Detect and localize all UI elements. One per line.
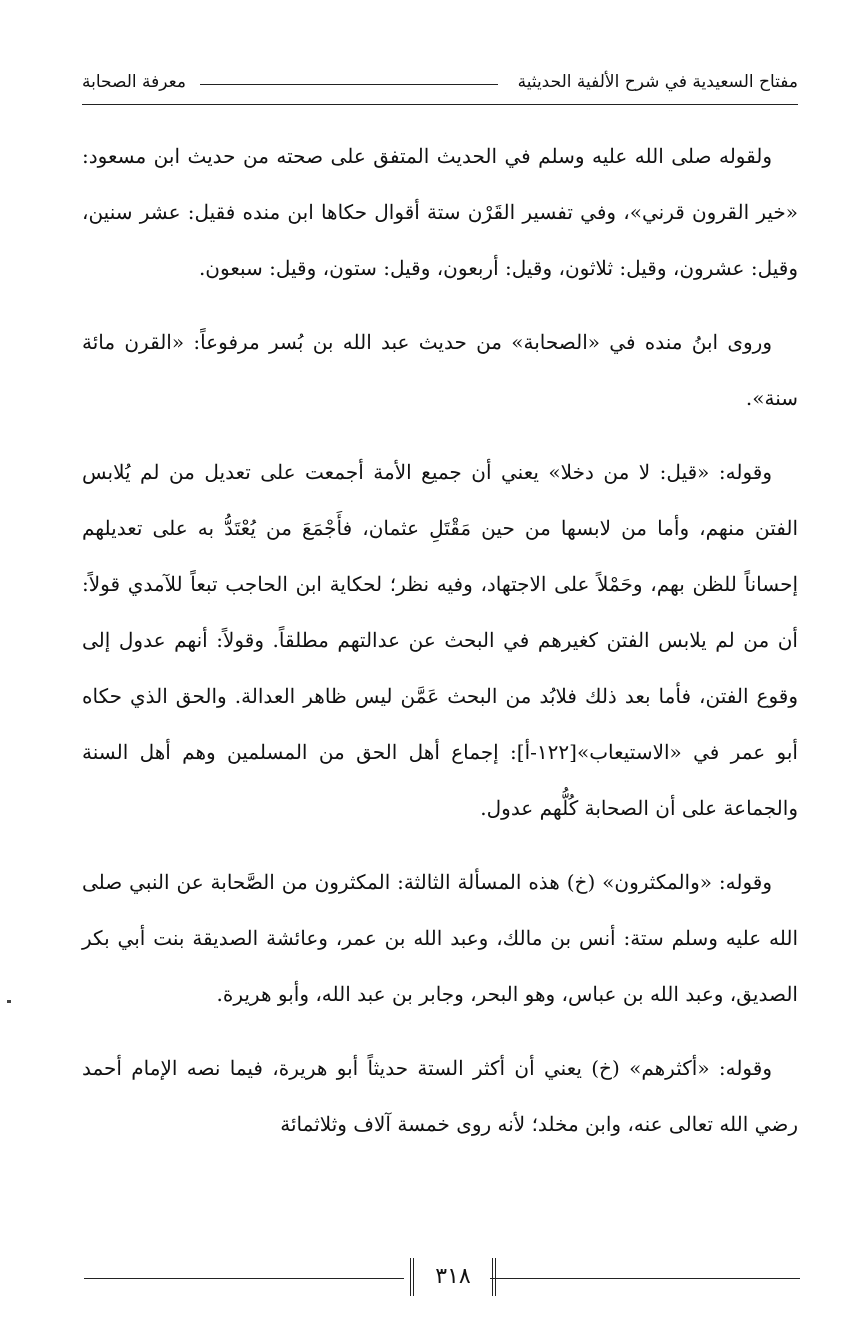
page-footer [84,1250,800,1310]
chapter-title: معرفة الصحابة [82,72,186,92]
margin-mark [7,1000,11,1003]
paragraph-4: وقوله: «والمكثرون» (خ) هذه المسألة الثالثة: المكثرون من الصَّحابة عن النبي صلى الله عليه وسلم ستة: أنس بن مالك، وعبد الله بن عمر، وعائشة الصديقة بنت أبي بكر الصديق، وعبد الله بن عباس، وهو البحر، وجابر بن عبد الله، وأبو هريرة. [82,870,798,1006]
header-divider [82,104,798,105]
book-title: مفتاح السعيدية في شرح الألفية الحديثية [517,72,798,92]
paragraph-1: ولقوله صلى الله عليه وسلم في الحديث المتفق على صحته من حديث ابن مسعود: «خير القرون قرني»، وفي تفسير القَرْن ستة أقوال حكاها ابن منده فقيل: عشر سنين، وقيل: عشرون، وقيل: ثلاثون، وقيل: أربعون، وقيل: ستون، وقيل: سبعون. [82,144,798,280]
paragraph-5: وقوله: «أكثرهم» (خ) يعني أن أكثر الستة حديثاً أبو هريرة، فيما نصه الإمام أحمد رضي الله تعالى عنه، وابن مخلد؛ لأنه روى خمسة آلاف وثلاثمائة [82,1056,798,1136]
paragraph-3: وقوله: «قيل: لا من دخلا» يعني أن جميع الأمة أجمعت على تعديل من لم يُلابس الفتن منهم، وأما من لابسها من حين مَقْتَلِ عثمان، فأَجْمَعَ من يُعْتَدُّ به على تعديلهم إحساناً للظن بهم، وحَمْلاً على الاجتهاد، وفيه نظر؛ لحكاية ابن الحاجب تبعاً للآمدي قولاً: أن من لم يلابس الفتن كغيرهم في البحث عن عدالتهم مطلقاً. وقولاً: أنهم عدول إلى وقوع الفتن، فأما بعد ذلك فلابُد من البحث عَمَّن ليس ظاهر العدالة. والحق الذي حكاه أبو عمر في «الاستيعاب»[١٢٢-أ]: إجماع أهل الحق من المسلمين وهم أهل السنة والجماعة على أن الصحابة كُلُّهم عدول. [82,460,798,820]
page-number: ٣١٨ [410,1258,496,1296]
page-body [82,128,798,1170]
footer-rule-right [490,1278,800,1279]
running-header [82,66,798,100]
header-rule [200,84,498,85]
paragraph-2: وروى ابنُ منده في «الصحابة» من حديث عبد الله بن بُسر مرفوعاً: «القرن مائة سنة». [82,330,798,410]
footer-rule-left [84,1278,404,1279]
